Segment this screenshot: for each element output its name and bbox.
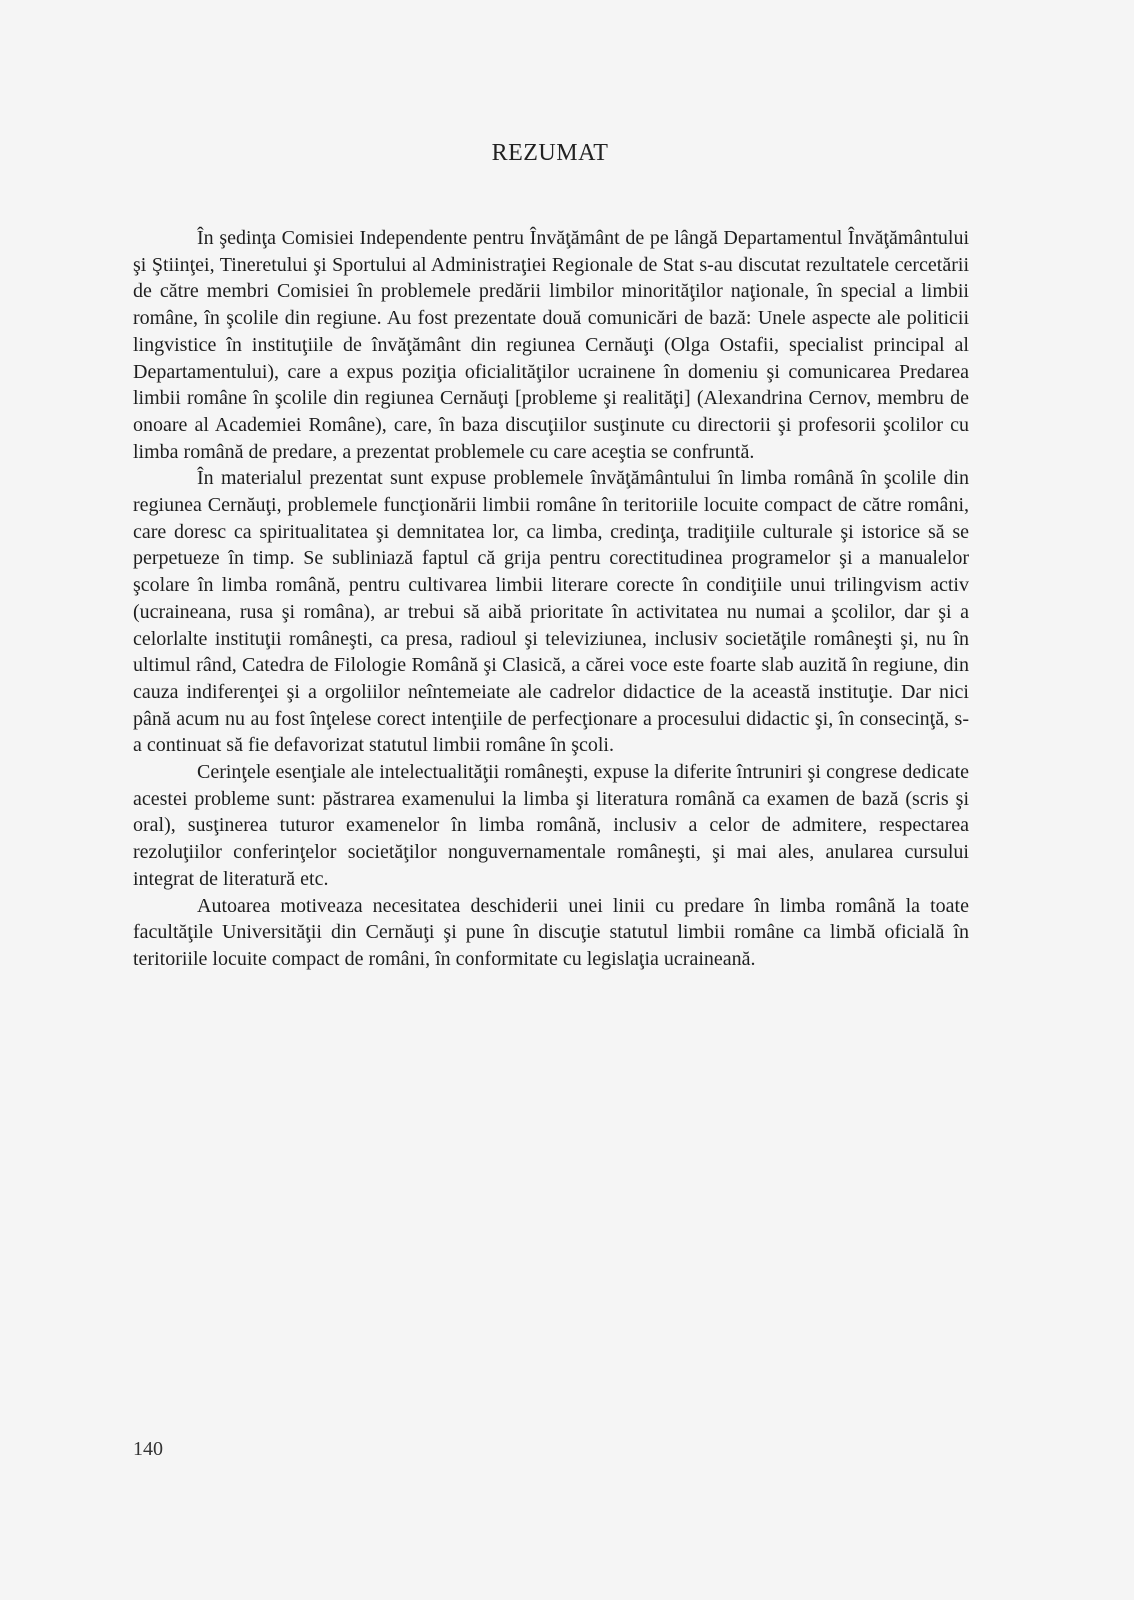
paragraph: În şedinţa Comisiei Independente pentru Învăţământ de pe lângă Departamentul Învăţământului şi Ştiinţei, Tineretului şi Sportului al Administraţiei Regionale de Stat s-au discutat rezultatele cercetării de către membri Comisiei în problemele predării limbilor minorităţilor naţionale, în special a limbii române, în şcolile din regiune. Au fost prezentate două comunicări de bază: Unele aspecte ale politicii lingvistice în instituţiile de învăţământ din regiunea Cernăuţi (Olga Ostafii, specialist principal al Departamentului), care a expus poziţia oficialităţilor ucrainene în domeniu şi comunicarea Predarea limbii române în şcolile din regiunea Cernăuţi [probleme şi realităţi] (Alexandrina Cernov, membru de onoare al Academiei Române), care, în baza discuţiilor susţinute cu directorii şi profesorii şcolilor cu limba română de predare, a prezentat problemele cu care aceştia se confruntă.: [133, 227, 969, 463]
paragraph: Cerinţele esenţiale ale intelectualităţii româneşti, expuse la diferite întruniri şi congrese dedicate acestei probleme sunt: păstrarea examenului la limba şi literatura română ca examen de bază (scris şi oral), susţinerea tuturor examenelor în limba română, inclusiv a celor de admitere, respectarea rezoluţiilor conferinţelor societăţilor nonguvernamentale româneşti, şi mai ales, anularea cursului integrat de literatură etc.: [133, 761, 969, 890]
paragraph: În materialul prezentat sunt expuse problemele învăţământului în limba română în şcolile din regiunea Cernăuţi, problemele funcţionării limbii române în teritoriile locuite compact de către români, care doresc ca spiritualitatea şi demnitatea lor, ca limba, credinţa, tradiţiile culturale şi istorice să se perpetueze în timp. Se subliniază faptul că grija pentru corectitudinea programelor şi a manualelor şcolare în limba română, pentru cultivarea limbii literare corecte în condiţiile unui trilingvism activ (ucraineana, rusa şi româna), ar trebui să aibă prioritate în activitatea nu numai a şcolilor, dar şi a celorlalte instituţii româneşti, ca presa, radioul şi televiziunea, inclusiv societăţile româneşti şi, nu în ultimul rând, Catedra de Filologie Română şi Clasică, a cărei voce este foarte slab auzită în regiune, din cauza indiferenţei şi a orgoliilor neîntemeiate ale cadrelor didactice de la această instituţie. Dar nici până acum nu au fost înţelese corect intenţiile de perfecţionare a procesului didactic şi, în consecinţă, s-a continuat să fie defavorizat statutul limbii române în şcoli.: [133, 467, 969, 757]
paragraph: Autoarea motiveaza necesitatea deschiderii unei linii cu predare în limba română la toate facultăţile Universităţii din Cernăuţi şi pune în discuţie statutul limbii române ca limbă oficială în teritoriile locuite compact de români, în conformitate cu legislaţia ucraineană.: [133, 894, 969, 970]
summary-body: [133, 225, 969, 973]
page-number: 140: [133, 1438, 163, 1460]
page-title: REZUMAT: [491, 140, 609, 166]
